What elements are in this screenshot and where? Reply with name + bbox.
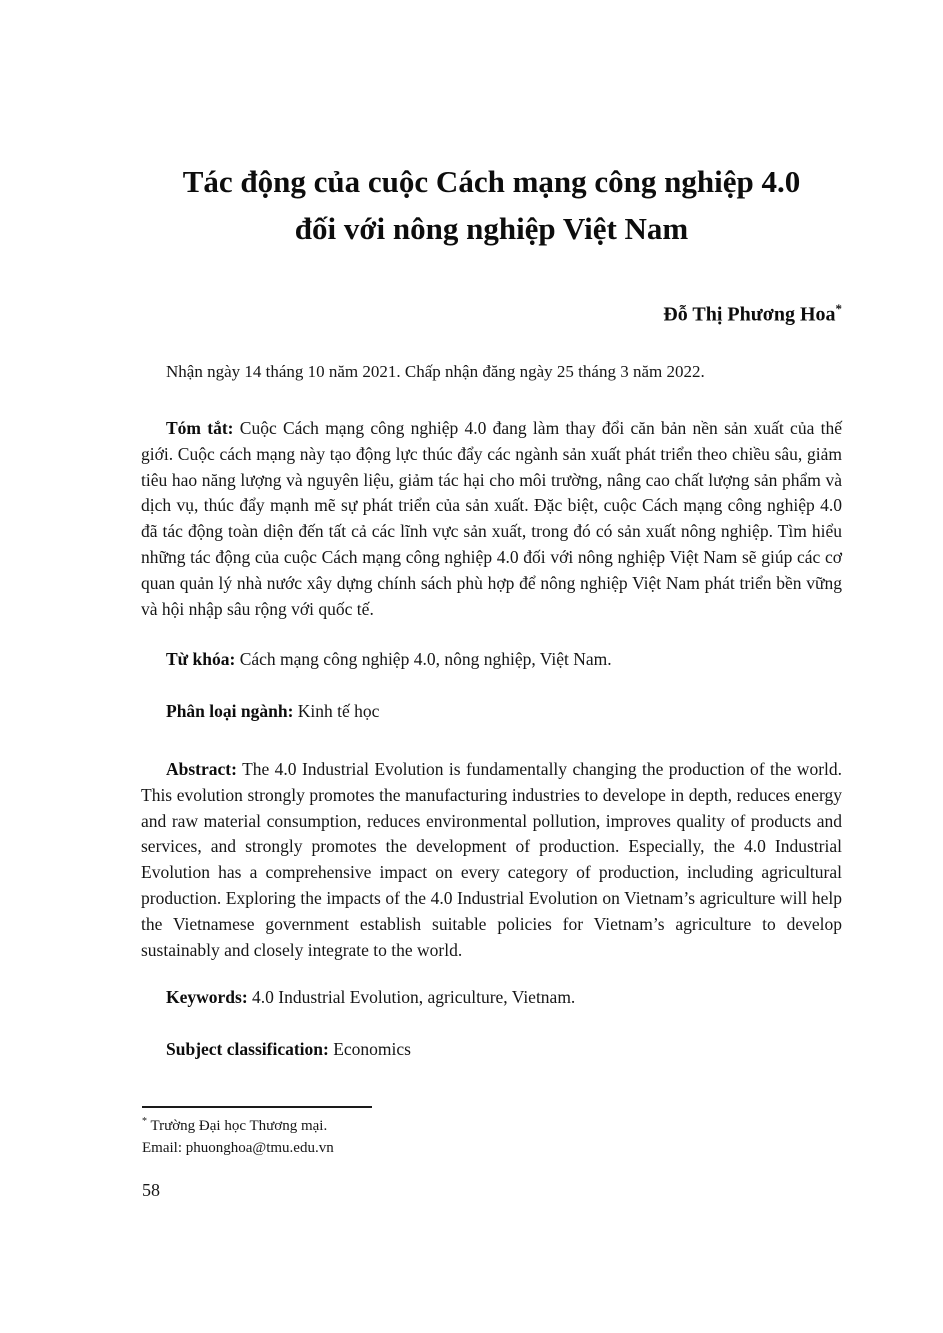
classification-english — [141, 1037, 842, 1063]
keywords-english — [141, 985, 842, 1011]
keywords-vietnamese-text: Cách mạng công nghiệp 4.0, nông nghiệp, Việt Nam. — [239, 649, 612, 669]
classification-english-text: Economics — [333, 1039, 411, 1059]
abstract-english-text: The 4.0 Industrial Evolution is fundamentally changing the production of the world. This evolution strongly promotes the manufacturing industries to develope in depth, reduces energy and raw material consumption, reduces environmental pollution, improves quality of products and services, and strongly promotes the development of production. Especially, the 4.0 Industrial Evolution has a comprehensive impact on every category of production, including agricultural production. Exploring the impacts of the 4.0 Industrial Evolution on Vietnam’s agriculture will help the Vietnamese government establish suitable policies for Vietnam’s agriculture to develop sustainably and closely integrate to the world. — [141, 759, 843, 960]
classification-vietnamese — [141, 699, 842, 725]
author-line — [141, 294, 842, 330]
page-number: 58 — [142, 1180, 160, 1200]
footnote-marker: * — [142, 1116, 147, 1127]
paper-title — [121, 158, 862, 252]
paper-title-line1: Tác động của cuộc Cách mạng công nghiệp 4.0 — [182, 164, 801, 199]
keywords-vietnamese — [141, 647, 842, 673]
footnote-affiliation: Trường Đại học Thương mại. — [150, 1118, 328, 1134]
footnote-separator-rule — [142, 1106, 372, 1108]
keywords-english-label: Keywords: — [166, 987, 248, 1007]
abstract-vietnamese-text: Cuộc Cách mạng công nghiệp 4.0 đang làm thay đổi căn bản nền sản xuất của thế giới. Cuộc cách mạng này tạo động lực thúc đẩy các ngành sản xuất phát triển theo chiều sâu, giảm tiêu hao năng lượng và nguyên liệu, giảm tác hại cho môi trường, nâng cao chất lượng sản phẩm và dịch vụ, thúc đẩy mạnh mẽ sự phát triển của sản xuất. Đặc biệt, cuộc Cách mạng công nghiệp 4.0 đã tác động toàn diện đến tất cả các lĩnh vực sản xuất, trong đó có sản xuất nông nghiệp. Tìm hiểu những tác động của cuộc Cách mạng công nghiệp 4.0 đối với nông nghiệp Việt Nam sẽ giúp các cơ quan quản lý nhà nước xây dựng chính sách phù hợp để nông nghiệp Việt Nam phát triển bền vững và hội nhập sâu rộng với quốc tế. — [141, 418, 842, 619]
abstract-english — [141, 757, 842, 963]
footnote — [142, 1111, 602, 1159]
author-footnote-marker: * — [835, 301, 842, 316]
abstract-vietnamese — [141, 416, 842, 622]
footnote-affiliation-line — [142, 1111, 602, 1137]
abstract-english-label: Abstract: — [166, 759, 237, 779]
classification-vietnamese-label: Phân loại ngành: — [166, 701, 294, 721]
paper-title-line2: đối với nông nghiệp Việt Nam — [294, 211, 689, 246]
keywords-english-text: 4.0 Industrial Evolution, agriculture, Vietnam. — [252, 987, 576, 1007]
received-accepted-dates: Nhận ngày 14 tháng 10 năm 2021. Chấp nhận đăng ngày 25 tháng 3 năm 2022. — [166, 362, 705, 381]
classification-english-label: Subject classification: — [166, 1039, 329, 1059]
classification-vietnamese-text: Kinh tế học — [297, 701, 380, 721]
footnote-email: Email: phuonghoa@tmu.edu.vn — [142, 1140, 334, 1156]
abstract-vietnamese-label: Tóm tắt: — [166, 418, 234, 438]
keywords-vietnamese-label: Từ khóa: — [166, 649, 236, 669]
author-name: Đỗ Thị Phương Hoa — [663, 303, 836, 326]
